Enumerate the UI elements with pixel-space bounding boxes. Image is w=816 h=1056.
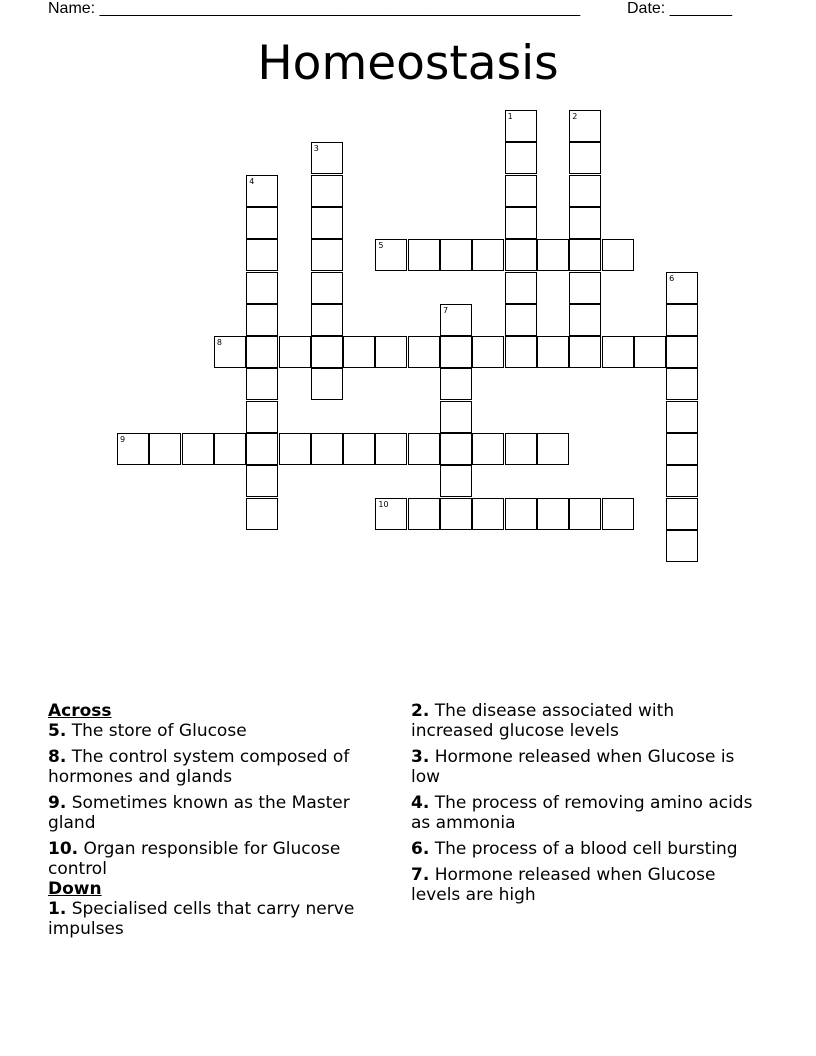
crossword-cell[interactable]	[569, 175, 601, 207]
crossword-cell[interactable]	[505, 304, 537, 336]
clue-down-4	[411, 793, 756, 833]
clue-across-10	[48, 839, 388, 879]
cell-number: 3	[313, 144, 319, 154]
clue-text: The control system composed of hormones and glands	[48, 747, 350, 787]
crossword-cell[interactable]	[408, 336, 440, 368]
cell-number: 5	[378, 241, 384, 251]
cell-number: 1	[507, 112, 513, 121]
clue-down-3	[411, 747, 756, 787]
crossword-cell[interactable]	[666, 465, 698, 497]
crossword-cell[interactable]	[440, 304, 472, 336]
clue-text: Specialised cells that carry nerve impulses	[48, 899, 355, 939]
crossword-cell[interactable]	[472, 336, 504, 368]
name-line: Name: ______________________________________________________	[48, 0, 581, 17]
crossword-cell[interactable]	[246, 465, 278, 497]
crossword-cell[interactable]	[472, 433, 504, 465]
crossword-cell[interactable]	[569, 498, 601, 530]
clue-number: 10.	[48, 839, 79, 859]
crossword-cell[interactable]	[246, 336, 278, 368]
crossword-cell[interactable]	[666, 498, 698, 530]
clue-text: The store of Glucose	[71, 721, 247, 741]
crossword-cell[interactable]	[569, 304, 601, 336]
cell-number: 8	[216, 338, 222, 348]
clue-number: 9.	[48, 793, 67, 813]
crossword-cell[interactable]	[505, 175, 537, 207]
crossword-cell[interactable]	[440, 239, 472, 271]
date-line: Date: _______	[627, 0, 732, 17]
page-title: Homeostasis	[257, 36, 559, 91]
crossword-cell[interactable]	[505, 433, 537, 465]
crossword-cell[interactable]	[666, 368, 698, 400]
clue-number: 1.	[48, 899, 67, 919]
clue-down-6	[411, 839, 756, 859]
clue-text: Sometimes known as the Master gland	[48, 793, 350, 833]
crossword-cell[interactable]	[569, 272, 601, 304]
cell-number: 4	[249, 176, 255, 186]
crossword-cell[interactable]	[246, 401, 278, 433]
crossword-cell[interactable]	[279, 433, 311, 465]
crossword-cell[interactable]	[311, 368, 343, 400]
crossword-cell[interactable]	[311, 175, 343, 207]
crossword-cell[interactable]	[246, 498, 278, 530]
crossword-cell[interactable]	[505, 336, 537, 368]
crossword-cell[interactable]	[537, 239, 569, 271]
crossword-cell[interactable]	[569, 142, 601, 174]
crossword-cell[interactable]	[505, 272, 537, 304]
clue-number: 8.	[48, 747, 67, 767]
crossword-cell[interactable]	[666, 336, 698, 368]
crossword-cell[interactable]	[246, 433, 278, 465]
crossword-cell[interactable]	[440, 336, 472, 368]
crossword-cell[interactable]	[343, 336, 375, 368]
crossword-cell[interactable]	[666, 401, 698, 433]
clue-text: The process of removing amino acids as ammonia	[411, 793, 753, 833]
clue-down-1	[48, 899, 388, 939]
crossword-cell[interactable]	[117, 433, 149, 465]
crossword-cell[interactable]	[666, 272, 698, 304]
crossword-cell[interactable]	[246, 175, 278, 207]
crossword-cell[interactable]	[408, 433, 440, 465]
crossword-cell[interactable]	[311, 304, 343, 336]
crossword-cell[interactable]	[214, 433, 246, 465]
crossword-cell[interactable]	[537, 498, 569, 530]
crossword-cell[interactable]	[311, 336, 343, 368]
crossword-cell[interactable]	[311, 272, 343, 304]
clue-across-9	[48, 793, 388, 833]
crossword-cell[interactable]	[343, 433, 375, 465]
cell-number: 6	[669, 273, 675, 283]
crossword-cell[interactable]	[311, 207, 343, 239]
clue-number: 6.	[411, 839, 430, 859]
clue-text: Organ responsible for Glucose control	[48, 839, 341, 879]
clue-number: 2.	[411, 701, 430, 721]
crossword-cell[interactable]	[440, 498, 472, 530]
crossword-cell[interactable]	[472, 498, 504, 530]
crossword-cell[interactable]	[666, 530, 698, 562]
clue-text: Hormone released when Glucose levels are high	[411, 865, 716, 905]
clue-text: The disease associated with increased glucose levels	[411, 701, 675, 741]
clue-text: Hormone released when Glucose is low	[411, 747, 735, 787]
down-heading: Down	[48, 879, 102, 899]
clues-right-column	[411, 701, 756, 911]
crossword-cell[interactable]	[246, 304, 278, 336]
crossword-cell[interactable]	[214, 336, 246, 368]
crossword-cell[interactable]	[440, 368, 472, 400]
crossword-cell[interactable]	[505, 239, 537, 271]
crossword-cell[interactable]	[569, 336, 601, 368]
crossword-cell[interactable]	[634, 336, 666, 368]
crossword-cell[interactable]	[375, 433, 407, 465]
clue-text: The process of a blood cell bursting	[434, 839, 738, 859]
clue-number: 7.	[411, 865, 430, 885]
crossword-cell[interactable]	[149, 433, 181, 465]
crossword-cell[interactable]	[279, 336, 311, 368]
crossword-cell[interactable]	[537, 433, 569, 465]
crossword-cell[interactable]	[375, 239, 407, 271]
crossword-cell[interactable]	[505, 498, 537, 530]
cell-number: 7	[443, 305, 449, 315]
crossword-cell[interactable]	[375, 336, 407, 368]
clues-left-column	[48, 701, 388, 945]
crossword-cell[interactable]	[440, 465, 472, 497]
crossword-cell[interactable]	[408, 498, 440, 530]
crossword-cell[interactable]	[246, 368, 278, 400]
crossword-cell[interactable]	[311, 239, 343, 271]
crossword-cell[interactable]	[246, 272, 278, 304]
clue-down-2	[411, 701, 756, 741]
clue-across-8	[48, 747, 388, 787]
clue-down-7	[411, 865, 756, 905]
clue-across-5	[48, 721, 388, 741]
across-heading: Across	[48, 701, 112, 721]
crossword-cell[interactable]	[182, 433, 214, 465]
crossword-cell[interactable]	[569, 110, 601, 142]
crossword-cell[interactable]	[569, 239, 601, 271]
crossword-cell[interactable]	[246, 239, 278, 271]
crossword-cell[interactable]	[472, 239, 504, 271]
crossword-cell[interactable]	[666, 433, 698, 465]
crossword-cell[interactable]	[505, 207, 537, 239]
crossword-cell[interactable]	[375, 498, 407, 530]
clue-number: 5.	[48, 721, 67, 741]
clue-number: 4.	[411, 793, 430, 813]
crossword-cell[interactable]	[505, 110, 537, 142]
crossword-cell[interactable]	[246, 207, 278, 239]
clue-number: 3.	[411, 747, 430, 767]
crossword-cell[interactable]	[408, 239, 440, 271]
crossword-cell[interactable]	[666, 304, 698, 336]
cell-number: 9	[120, 435, 126, 444]
crossword-cell[interactable]	[569, 207, 601, 239]
crossword-cell[interactable]	[602, 498, 634, 530]
crossword-cell[interactable]	[505, 142, 537, 174]
cell-number: 10	[378, 499, 389, 509]
crossword-cell[interactable]	[311, 433, 343, 465]
crossword-cell[interactable]	[602, 336, 634, 368]
crossword-cell[interactable]	[440, 401, 472, 433]
crossword-cell[interactable]	[311, 142, 343, 174]
crossword-cell[interactable]	[537, 336, 569, 368]
crossword-cell[interactable]	[440, 433, 472, 465]
cell-number: 2	[572, 112, 578, 121]
crossword-cell[interactable]	[602, 239, 634, 271]
